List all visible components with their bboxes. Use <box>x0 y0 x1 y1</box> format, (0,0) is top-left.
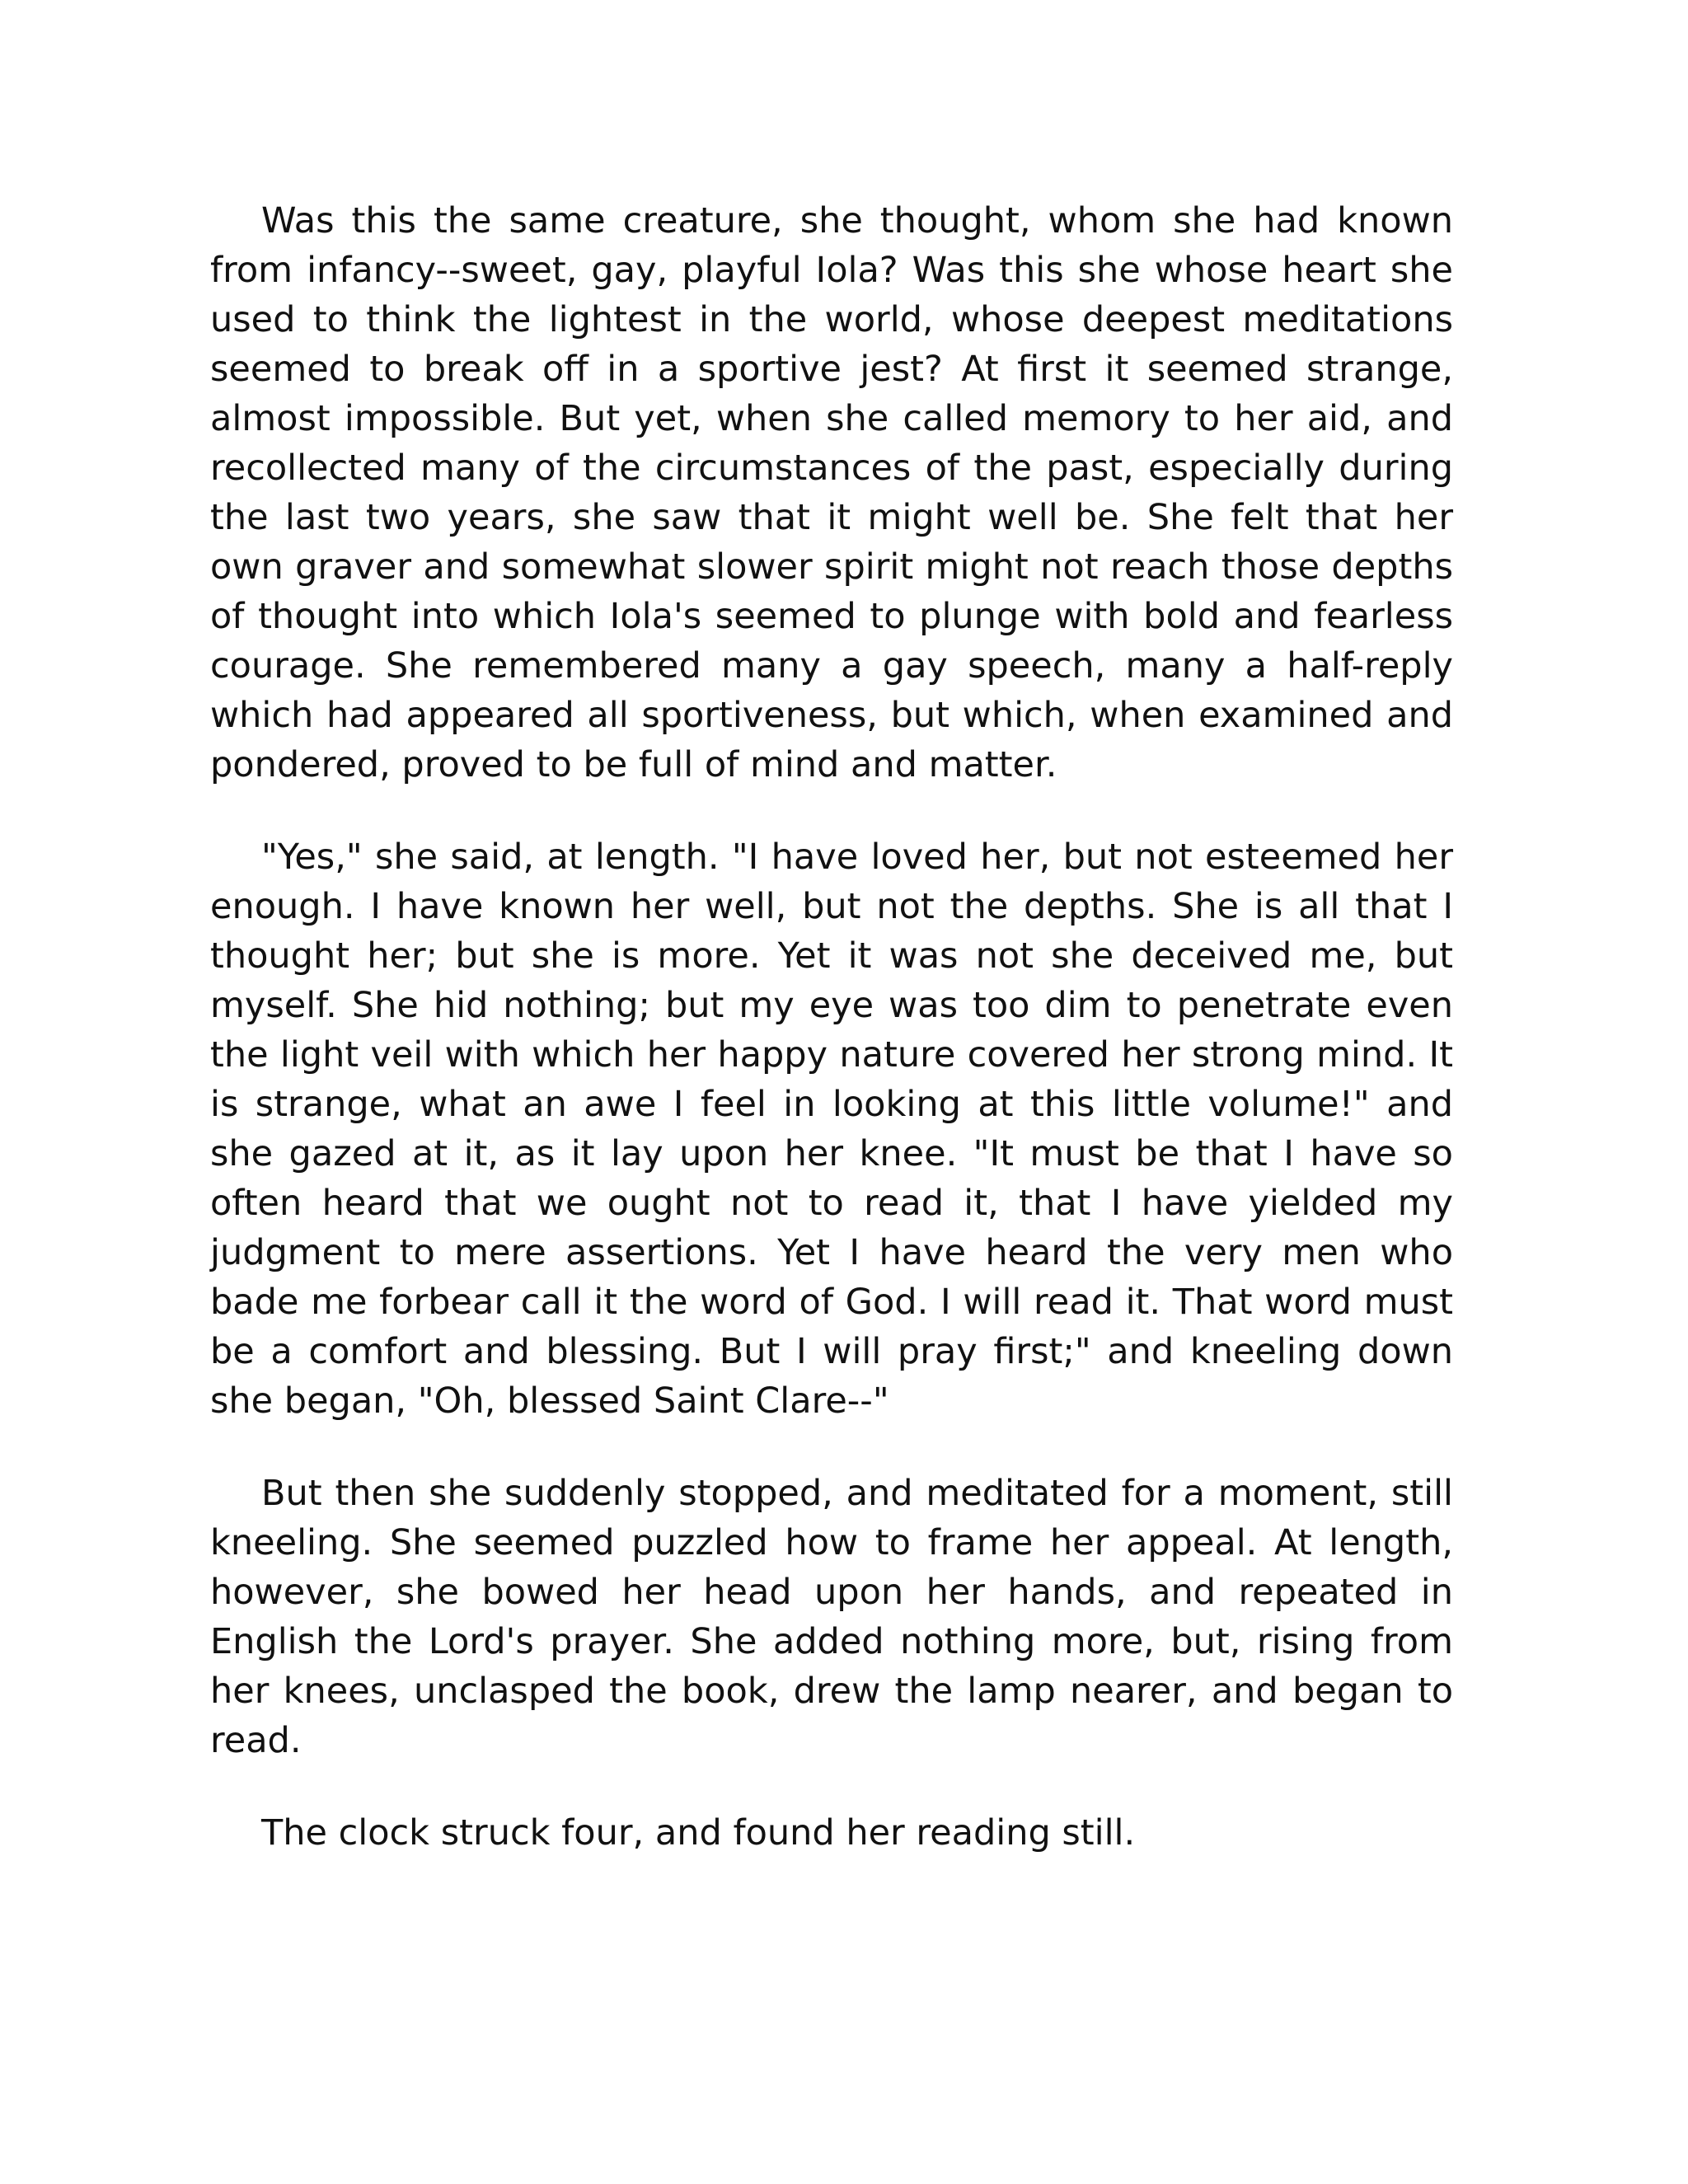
paragraph-2: "Yes," she said, at length. "I have loved her, but not esteemed her enough. I have known her well, but not the depths. She is all that I thought her; but she is more. Yet it was not she deceived me, but myself. She hid nothing; but my eye was too dim to penetrate even the light veil with which her happy nature covered her strong mind. It is strange, what an awe I feel in looking at this little volume!" and she gazed at it, as it lay upon her knee. "It must be that I have so often heard that we ought not to read it, that I have yielded my judgment to mere assertions. Yet I have heard the very men who bade me forbear call it the word of God. I will read it. That word must be a comfort and blessing. But I will pray first;" and kneeling down she began, "Oh, blessed Saint Clare--" <box>210 837 1453 1422</box>
paragraph-1: Was this the same creature, she thought, whom she had known from infancy--sweet, gay, playful Iola? Was this she whose heart she used to think the lightest in the world, whose deepest meditations seemed to break off in a sportive jest? At first it seemed strange, almost impossible. But yet, when she called memory to her aid, and recollected many of the circumstances of the past, especially during the last two years, she saw that it might well be. She felt that her own graver and somewhat slower spirit might not reach those depths of thought into which Iola's seemed to plunge with bold and fearless courage. She remembered many a gay speech, many a half-reply which had appeared all sportiveness, but which, when examined and pondered, proved to be full of mind and matter. <box>210 200 1453 785</box>
body-text <box>210 196 1453 1858</box>
paragraph-3: But then she suddenly stopped, and meditated for a moment, still kneeling. She seemed puzzled how to frame her appeal. At length, however, she bowed her head upon her hands, and repeated in English the Lord's prayer. She added nothing more, but, rising from her knees, unclasped the book, drew the lamp nearer, and began to read. <box>210 1473 1453 1761</box>
paragraph-4: The clock struck four, and found her reading still. <box>261 1812 1136 1854</box>
